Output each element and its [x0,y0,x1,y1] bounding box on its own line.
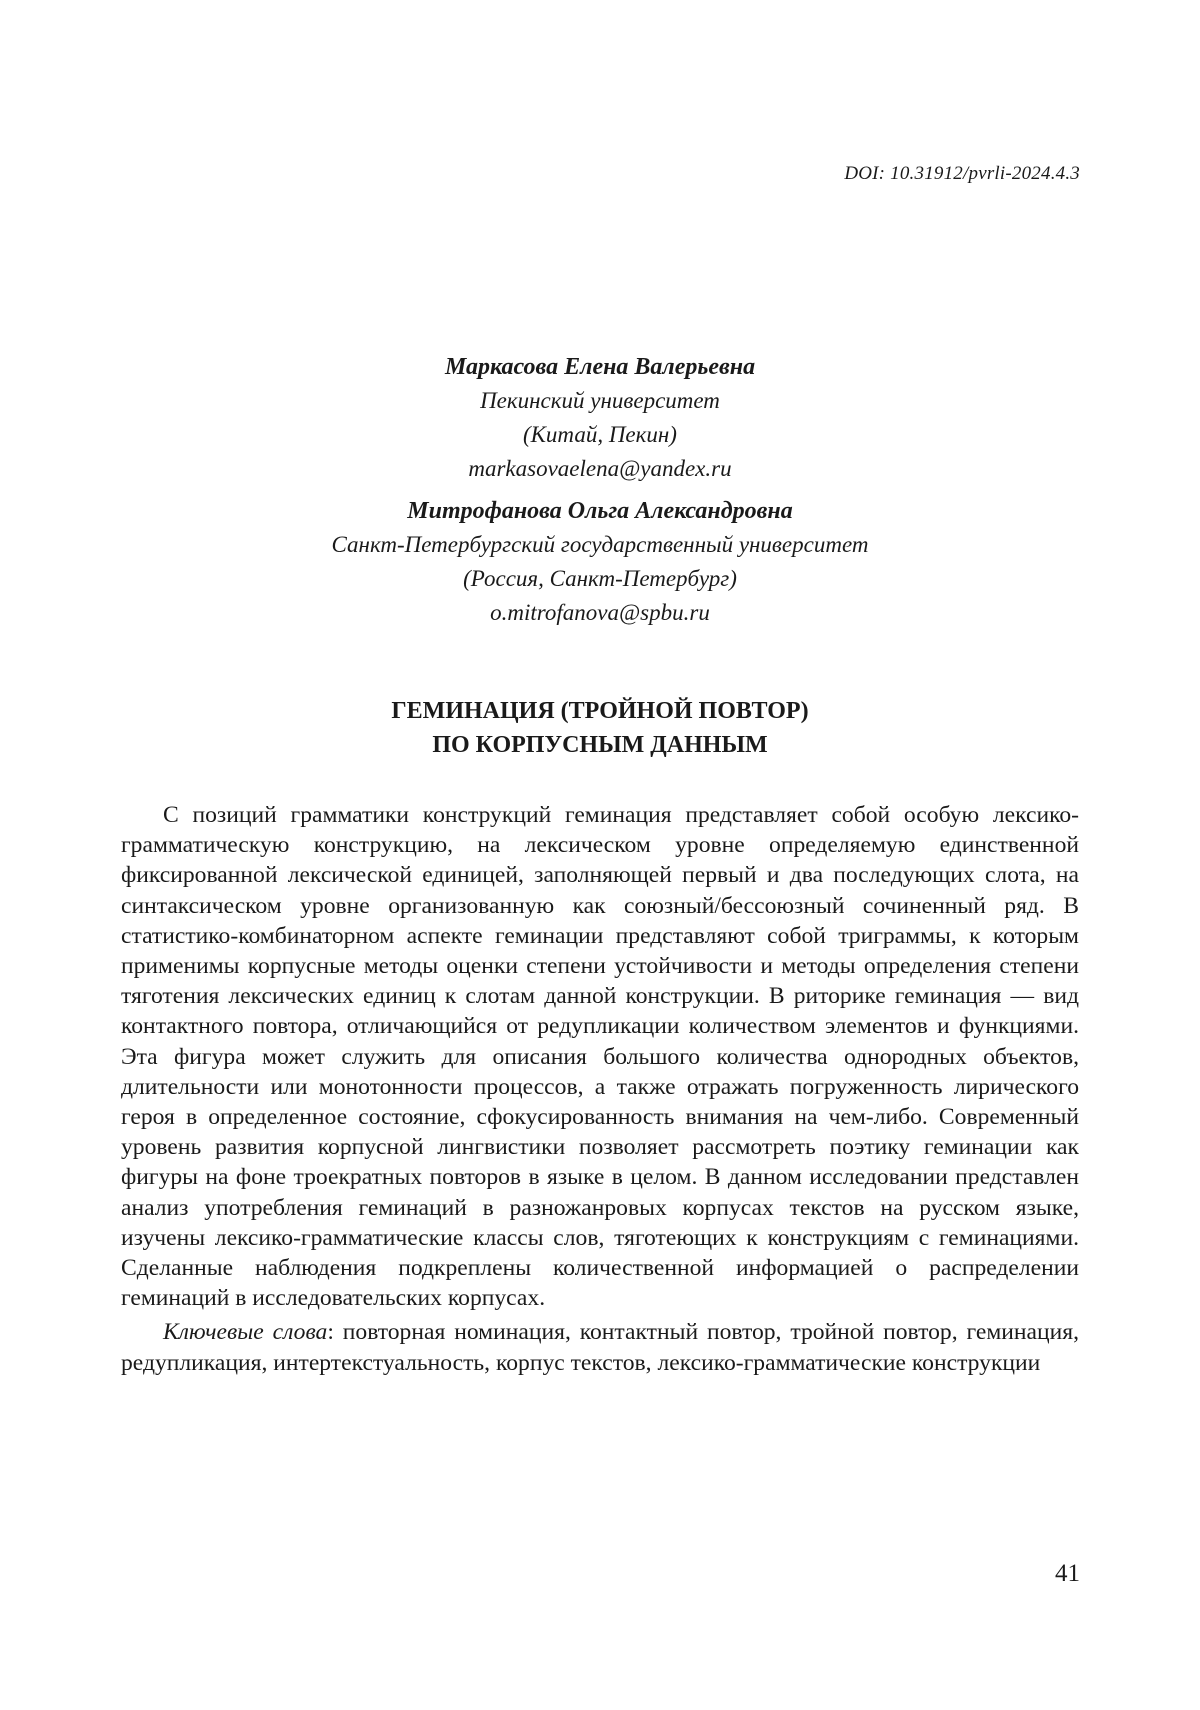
keywords-label: Ключевые слова [163,1319,328,1346]
author-block [0,350,1200,486]
author-name: Митрофанова Ольга Александровна [407,498,793,524]
authors-section [0,350,1200,630]
keywords-text: : повторная номинация, контактный повтор, тройной повтор, геминация, редупликация, интертекстуальность, корпус текстов, лексико-грамматические конструкции [121,1319,1079,1376]
author-affiliation: Санкт-Петербургский государственный университет [331,532,869,557]
abstract-paragraph: С позиций грамматики конструкций геминация представляет собой особую лексико-грамматическую конструкцию, на лексическом уровне определяемую единственной фиксированной лексической единицей, заполняющей первый и два последующих слота, на синтаксическом уровне организованную как союзный/бессоюзный сочиненный ряд. В статистико-комбинаторном аспекте геминации представляют собой триграммы, к которым применимы корпусные методы оценки степени устойчивости и методы определения степени тяготения лексических единиц к слотам данной конструкции. В риторике геминация — вид контактного повтора, отличающийся от редупликации количеством элементов и функциями. Эта фигура может служить для описания большого количества однородных объектов, длительности или монотонности процессов, а также отражать погруженность лирического героя в определенное состояние, сфокусированность внимания на чем-либо. Современный уровень развития корпусной лингвистики позволяет рассмотреть поэтику геминации как фигуры на фоне троекратных повторов в языке в целом. В данном исследовании представлен анализ употребления геминаций в разножанровых корпусах текстов на русском языке, изучены лексико-грамматические классы слов, тяготеющих к конструкциям с геминациями. Сделанные наблюдения подкреплены количественной информацией о распределении геминаций в исследовательских корпусах. [121,802,1079,1312]
author-email: markasovaelena@yandex.ru [468,456,732,481]
article-title [0,694,1200,762]
author-name: Маркасова Елена Валерьевна [444,354,756,380]
doi-label: DOI: 10.31912/pvrli-2024.4.3 [844,163,1080,184]
keywords-paragraph [121,1317,1079,1377]
author-block [0,494,1200,630]
author-email: o.mitrofanova@spbu.ru [490,600,710,625]
article-title-line: ГЕМИНАЦИЯ (ТРОЙНОЙ ПОВТОР) [391,698,809,724]
article-title-line: ПО КОРПУСНЫМ ДАННЫМ [432,732,768,758]
page-number: 41 [1055,1560,1080,1587]
abstract-section [121,800,1079,1378]
author-location: (Китай, Пекин) [523,422,677,447]
author-affiliation: Пекинский университет [480,388,720,413]
author-location: (Россия, Санкт-Петербург) [463,566,737,591]
